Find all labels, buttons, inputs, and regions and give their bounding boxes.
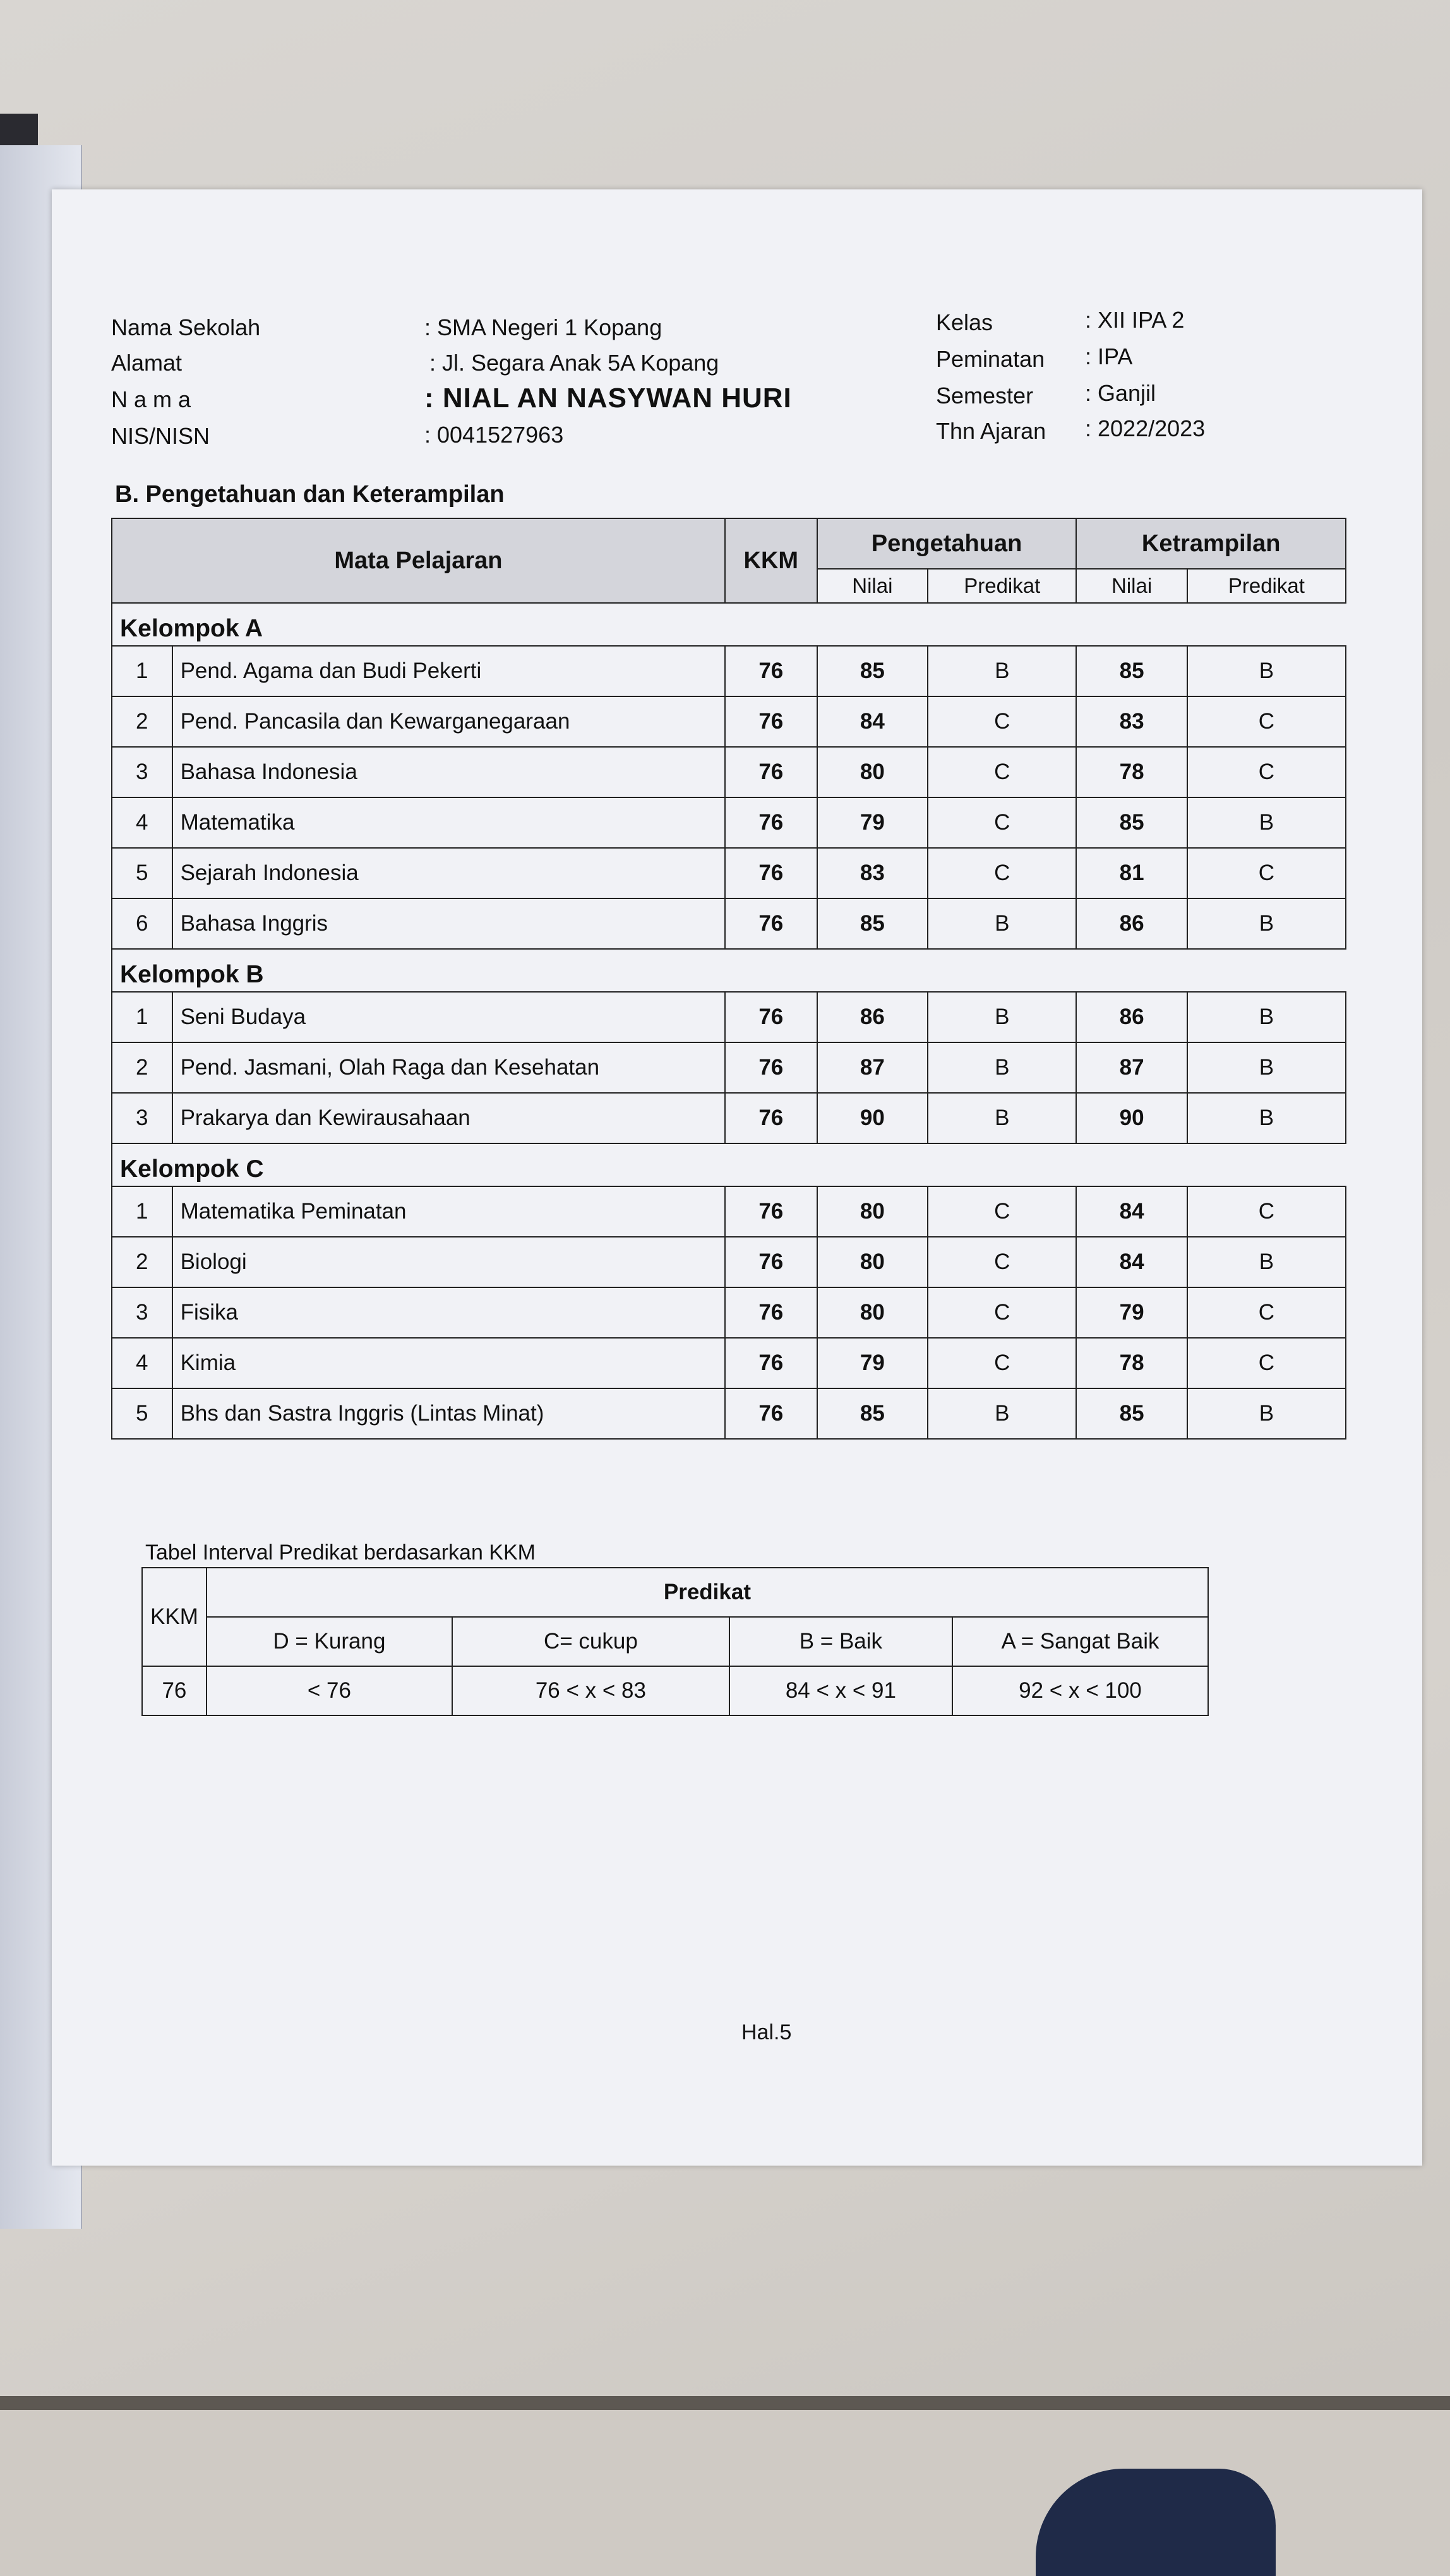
skill-score: 79 <box>1076 1287 1187 1338</box>
table-row <box>112 1186 1346 1237</box>
skill-score: 84 <box>1076 1186 1187 1237</box>
table-row <box>112 797 1346 848</box>
knowledge-predicate: C <box>928 797 1076 848</box>
skill-predicate: B <box>1187 1237 1346 1287</box>
subject-name: Pend. Pancasila dan Kewarganegaraan <box>172 696 725 747</box>
knowledge-score: 86 <box>817 992 928 1042</box>
kkm-value: 76 <box>725 1388 817 1439</box>
knowledge-predicate: B <box>928 992 1076 1042</box>
value-semester: : Ganjil <box>1085 380 1156 406</box>
grades-table <box>111 518 1346 1440</box>
label-school: Nama Sekolah <box>111 314 261 340</box>
skill-score: 86 <box>1076 992 1187 1042</box>
subject-name: Biologi <box>172 1237 725 1287</box>
skill-score: 85 <box>1076 646 1187 696</box>
subject-name: Sejarah Indonesia <box>172 848 725 898</box>
value-class: : XII IPA 2 <box>1085 307 1185 333</box>
knowledge-predicate: B <box>928 1093 1076 1143</box>
row-number: 4 <box>112 1338 172 1388</box>
subject-name: Pend. Jasmani, Olah Raga dan Kesehatan <box>172 1042 725 1093</box>
knowledge-predicate: B <box>928 898 1076 949</box>
knowledge-predicate: C <box>928 747 1076 797</box>
row-number: 6 <box>112 898 172 949</box>
knowledge-score: 79 <box>817 797 928 848</box>
category-c: C= cukup <box>452 1617 729 1666</box>
knowledge-predicate: B <box>928 1042 1076 1093</box>
knowledge-score: 79 <box>817 1338 928 1388</box>
header-kkm: KKM <box>725 518 817 603</box>
predicate-table <box>141 1567 1209 1716</box>
subject-name: Fisika <box>172 1287 725 1338</box>
kkm-value: 76 <box>725 1093 817 1143</box>
skill-score: 85 <box>1076 1388 1187 1439</box>
subheader-knowledge-predicate: Predikat <box>928 569 1076 603</box>
row-number: 1 <box>112 646 172 696</box>
table-row <box>112 992 1346 1042</box>
subject-name: Bahasa Indonesia <box>172 747 725 797</box>
predicate-header: Predikat <box>207 1568 1208 1617</box>
kkm-value: 76 <box>725 747 817 797</box>
kkm-value: 76 <box>725 898 817 949</box>
skill-score: 78 <box>1076 1338 1187 1388</box>
label-class: Kelas <box>936 309 993 335</box>
skill-predicate: C <box>1187 1186 1346 1237</box>
knowledge-predicate: C <box>928 1237 1076 1287</box>
row-number: 2 <box>112 1042 172 1093</box>
range-a: 92 < x < 100 <box>952 1666 1208 1715</box>
label-semester: Semester <box>936 383 1034 408</box>
value-address: : Jl. Segara Anak 5A Kopang <box>429 350 719 376</box>
value-nis: : 0041527963 <box>424 422 564 448</box>
skill-predicate: B <box>1187 646 1346 696</box>
group-title: Kelompok B <box>112 949 1346 992</box>
label-nis: NIS/NISN <box>111 423 210 449</box>
header-subject: Mata Pelajaran <box>112 518 725 603</box>
kkm-value: 76 <box>725 646 817 696</box>
header-knowledge: Pengetahuan <box>817 518 1077 569</box>
skill-predicate: B <box>1187 1388 1346 1439</box>
table-row <box>112 747 1346 797</box>
subject-name: Matematika Peminatan <box>172 1186 725 1237</box>
subheader-skill-score: Nilai <box>1076 569 1187 603</box>
group-title: Kelompok C <box>112 1143 1346 1186</box>
skill-score: 86 <box>1076 898 1187 949</box>
predicate-table-title: Tabel Interval Predikat berdasarkan KKM <box>145 1541 536 1565</box>
category-a: A = Sangat Baik <box>952 1617 1208 1666</box>
table-row <box>112 1042 1346 1093</box>
report-page <box>52 189 1422 2166</box>
knowledge-score: 85 <box>817 646 928 696</box>
knowledge-score: 80 <box>817 1237 928 1287</box>
skill-score: 83 <box>1076 696 1187 747</box>
label-address: Alamat <box>111 350 183 376</box>
range-c: 76 < x < 83 <box>452 1666 729 1715</box>
row-number: 5 <box>112 848 172 898</box>
knowledge-predicate: C <box>928 1338 1076 1388</box>
knowledge-score: 84 <box>817 696 928 747</box>
knowledge-score: 87 <box>817 1042 928 1093</box>
skill-predicate: B <box>1187 1042 1346 1093</box>
category-b: B = Baik <box>729 1617 952 1666</box>
table-row <box>112 1093 1346 1143</box>
predicate-kkm-header: KKM <box>142 1568 207 1666</box>
table-row <box>112 848 1346 898</box>
subject-name: Bhs dan Sastra Inggris (Lintas Minat) <box>172 1388 725 1439</box>
table-row <box>112 696 1346 747</box>
knowledge-score: 80 <box>817 1186 928 1237</box>
knowledge-score: 85 <box>817 1388 928 1439</box>
knowledge-predicate: B <box>928 646 1076 696</box>
skill-predicate: C <box>1187 848 1346 898</box>
kkm-value: 76 <box>725 1237 817 1287</box>
floor-gap <box>0 2396 1450 2410</box>
table-row <box>112 1338 1346 1388</box>
skill-predicate: B <box>1187 1093 1346 1143</box>
knowledge-score: 83 <box>817 848 928 898</box>
skill-predicate: B <box>1187 992 1346 1042</box>
table-row <box>112 1237 1346 1287</box>
skill-score: 90 <box>1076 1093 1187 1143</box>
row-number: 1 <box>112 992 172 1042</box>
knowledge-score: 80 <box>817 1287 928 1338</box>
skill-score: 78 <box>1076 747 1187 797</box>
knowledge-predicate: C <box>928 696 1076 747</box>
skill-score: 87 <box>1076 1042 1187 1093</box>
row-number: 3 <box>112 1287 172 1338</box>
skill-predicate: C <box>1187 747 1346 797</box>
kkm-value: 76 <box>725 1287 817 1338</box>
label-year: Thn Ajaran <box>936 418 1046 444</box>
section-title: B. Pengetahuan dan Keterampilan <box>115 481 505 508</box>
kkm-value: 76 <box>725 992 817 1042</box>
skill-predicate: C <box>1187 1287 1346 1338</box>
knowledge-predicate: C <box>928 1186 1076 1237</box>
skill-predicate: C <box>1187 696 1346 747</box>
skill-predicate: C <box>1187 1338 1346 1388</box>
skill-predicate: B <box>1187 797 1346 848</box>
kkm-value: 76 <box>725 797 817 848</box>
knowledge-predicate: B <box>928 1388 1076 1439</box>
kkm-value: 76 <box>725 1338 817 1388</box>
skill-score: 81 <box>1076 848 1187 898</box>
row-number: 2 <box>112 696 172 747</box>
subject-name: Matematika <box>172 797 725 848</box>
table-row <box>112 646 1346 696</box>
group-title: Kelompok A <box>112 603 1346 646</box>
knowledge-score: 80 <box>817 747 928 797</box>
subject-name: Prakarya dan Kewirausahaan <box>172 1093 725 1143</box>
value-school: : SMA Negeri 1 Kopang <box>424 314 662 340</box>
range-b: 84 < x < 91 <box>729 1666 952 1715</box>
value-specialization: : IPA <box>1085 343 1133 369</box>
kkm-value: 76 <box>725 848 817 898</box>
row-number: 2 <box>112 1237 172 1287</box>
range-d: < 76 <box>207 1666 452 1715</box>
table-row <box>112 1388 1346 1439</box>
header-skill: Ketrampilan <box>1076 518 1346 569</box>
label-name: N a m a <box>111 386 191 412</box>
subject-name: Kimia <box>172 1338 725 1388</box>
row-number: 1 <box>112 1186 172 1237</box>
knowledge-predicate: C <box>928 848 1076 898</box>
kkm-value: 76 <box>725 1042 817 1093</box>
value-name: : NIAL AN NASYWAN HURI <box>424 383 792 414</box>
knowledge-score: 90 <box>817 1093 928 1143</box>
row-number: 5 <box>112 1388 172 1439</box>
knowledge-score: 85 <box>817 898 928 949</box>
page-number: Hal.5 <box>741 2020 792 2044</box>
subject-name: Seni Budaya <box>172 992 725 1042</box>
label-specialization: Peminatan <box>936 346 1045 372</box>
skill-score: 85 <box>1076 797 1187 848</box>
subheader-knowledge-score: Nilai <box>817 569 928 603</box>
row-number: 4 <box>112 797 172 848</box>
subject-name: Pend. Agama dan Budi Pekerti <box>172 646 725 696</box>
subject-name: Bahasa Inggris <box>172 898 725 949</box>
value-year: : 2022/2023 <box>1085 415 1206 441</box>
subheader-skill-predicate: Predikat <box>1187 569 1346 603</box>
table-row <box>112 898 1346 949</box>
predicate-kkm-value: 76 <box>142 1666 207 1715</box>
kkm-value: 76 <box>725 696 817 747</box>
skill-predicate: B <box>1187 898 1346 949</box>
row-number: 3 <box>112 747 172 797</box>
kkm-value: 76 <box>725 1186 817 1237</box>
row-number: 3 <box>112 1093 172 1143</box>
category-d: D = Kurang <box>207 1617 452 1666</box>
skill-score: 84 <box>1076 1237 1187 1287</box>
table-row <box>112 1287 1346 1338</box>
knowledge-predicate: C <box>928 1287 1076 1338</box>
